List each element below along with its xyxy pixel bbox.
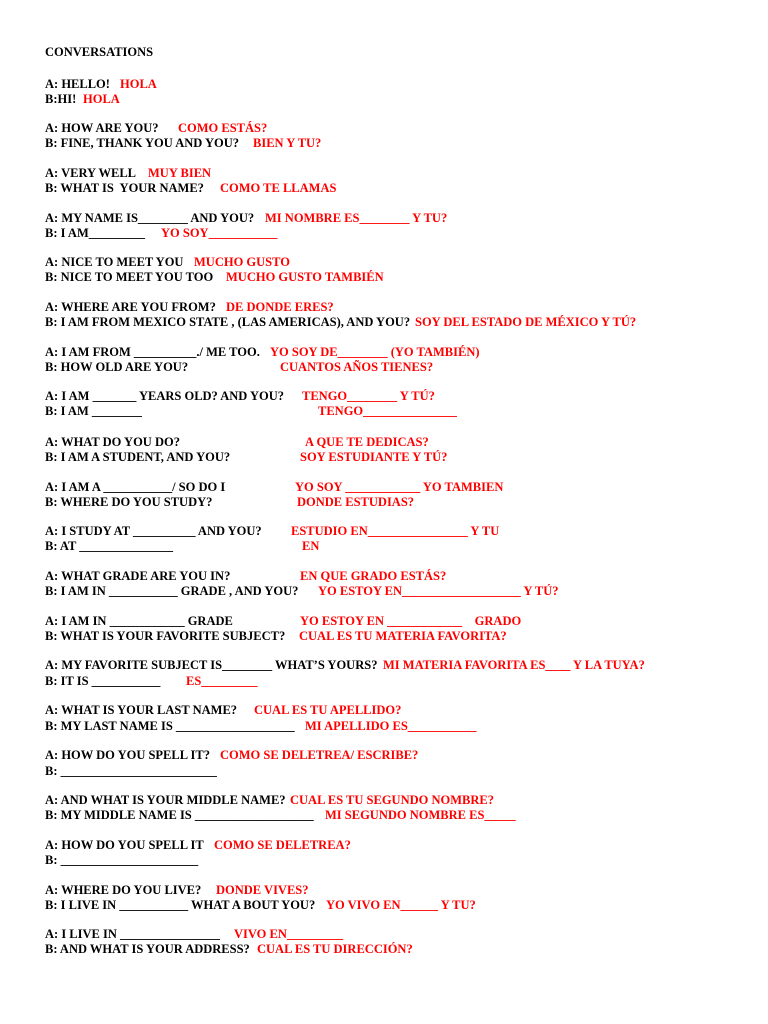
spanish-translation: TENGO_______________ [318, 404, 457, 418]
spanish-translation: MI SEGUNDO NOMBRE ES_____ [325, 808, 516, 822]
english-line: B: IT IS ___________ [45, 674, 161, 688]
spanish-translation: COMO SE DELETREA? [214, 838, 351, 852]
spanish-translation: CUAL ES TU APELLIDO? [254, 703, 402, 717]
spanish-translation: COMO TE LLAMAS [220, 181, 337, 195]
english-line: A: WHERE DO YOU LIVE? [45, 883, 202, 897]
english-line: A: WHAT IS YOUR LAST NAME? [45, 703, 238, 717]
spanish-translation: DONDE ESTUDIAS? [297, 495, 415, 509]
spanish-translation: COMO ESTÁS? [178, 121, 268, 135]
spanish-translation: YO ESTOY EN ____________ GRADO [300, 614, 522, 628]
english-line: B: WHAT IS YOUR NAME? [45, 181, 204, 195]
english-line: A: HELLO! [45, 77, 110, 91]
spanish-translation: ES_________ [186, 674, 258, 688]
page-title: CONVERSATIONS [45, 45, 154, 59]
spanish-translation: YO ESTOY EN___________________ Y TÚ? [318, 584, 559, 598]
spanish-translation: BIEN Y TU? [253, 136, 322, 150]
spanish-translation: MI APELLIDO ES___________ [305, 719, 477, 733]
english-line: A: MY NAME IS________ AND YOU? [45, 211, 255, 225]
english-line: B: HOW OLD ARE YOU? [45, 360, 189, 374]
spanish-translation: COMO SE DELETREA/ ESCRIBE? [220, 748, 419, 762]
spanish-translation: CUANTOS AÑOS TIENES? [280, 360, 434, 374]
english-line: B: WHERE DO YOU STUDY? [45, 495, 213, 509]
english-line: A: MY FAVORITE SUBJECT IS________ WHAT’S YOURS? [45, 658, 378, 672]
english-line: B: NICE TO MEET YOU TOO [45, 270, 214, 284]
english-line: A: I AM IN ____________ GRADE [45, 614, 233, 628]
spanish-translation: HOLA [83, 92, 120, 106]
english-line: A: VERY WELL [45, 166, 137, 180]
english-line: A: I STUDY AT __________ AND YOU? [45, 524, 262, 538]
spanish-translation: YO VIVO EN______ Y TU? [326, 898, 476, 912]
english-line: B: FINE, THANK YOU AND YOU? [45, 136, 239, 150]
english-line: B: ______________________ [45, 853, 199, 867]
spanish-translation: CUAL ES TU MATERIA FAVORITA? [299, 629, 507, 643]
english-line: A: I AM _______ YEARS OLD? AND YOU? [45, 389, 285, 403]
spanish-translation: SOY ESTUDIANTE Y TÚ? [300, 450, 448, 464]
english-line: B: MY MIDDLE NAME IS ___________________ [45, 808, 314, 822]
english-line: A: HOW ARE YOU? [45, 121, 159, 135]
english-line: A: WHERE ARE YOU FROM? [45, 300, 216, 314]
english-line: A: I AM FROM __________./ ME TOO. [45, 345, 260, 359]
spanish-translation: MUCHO GUSTO TAMBIÉN [226, 270, 384, 284]
english-line: A: WHAT GRADE ARE YOU IN? [45, 569, 231, 583]
english-line: B: I AM A STUDENT, AND YOU? [45, 450, 231, 464]
spanish-translation: VIVO EN_________ [234, 927, 344, 941]
spanish-translation: EN [302, 539, 320, 553]
spanish-translation: CUAL ES TU DIRECCIÓN? [257, 942, 413, 956]
english-line: B: _________________________ [45, 764, 217, 778]
english-line: B: I AM FROM MEXICO STATE , (LAS AMERICAS), AND YOU? [45, 315, 411, 329]
english-line: A: I AM A ___________/ SO DO I [45, 480, 226, 494]
english-line: A: HOW DO YOU SPELL IT [45, 838, 204, 852]
spanish-translation: MI NOMBRE ES________ Y TU? [265, 211, 448, 225]
english-line: A: AND WHAT IS YOUR MIDDLE NAME? [45, 793, 286, 807]
english-line: B: AND WHAT IS YOUR ADDRESS? [45, 942, 250, 956]
spanish-translation: CUAL ES TU SEGUNDO NOMBRE? [290, 793, 494, 807]
spanish-translation: DE DONDE ERES? [226, 300, 334, 314]
spanish-translation: YO SOY DE________ (YO TAMBIÉN) [270, 345, 480, 359]
spanish-translation: MI MATERIA FAVORITA ES____ Y LA TUYA? [383, 658, 645, 672]
spanish-translation: MUY BIEN [148, 166, 212, 180]
spanish-translation: YO SOY ____________ YO TAMBIEN [295, 480, 504, 494]
spanish-translation: HOLA [120, 77, 157, 91]
english-line: B: MY LAST NAME IS ___________________ [45, 719, 295, 733]
english-line: A: NICE TO MEET YOU [45, 255, 184, 269]
english-line: A: I LIVE IN ________________ [45, 927, 221, 941]
english-line: B: AT _______________ [45, 539, 174, 553]
english-line: B: I AM IN ___________ GRADE , AND YOU? [45, 584, 299, 598]
spanish-translation: DONDE VIVES? [216, 883, 309, 897]
english-line: B:HI! [45, 92, 77, 106]
spanish-translation: SOY DEL ESTADO DE MÉXICO Y TÚ? [415, 315, 637, 329]
english-line: A: HOW DO YOU SPELL IT? [45, 748, 210, 762]
english-line: B: I AM_________ [45, 226, 145, 240]
spanish-translation: TENGO________ Y TÚ? [302, 389, 435, 403]
spanish-translation: YO SOY___________ [161, 226, 278, 240]
spanish-translation: A QUE TE DEDICAS? [305, 435, 429, 449]
english-line: B: I LIVE IN ___________ WHAT A BOUT YOU? [45, 898, 316, 912]
spanish-translation: ESTUDIO EN________________ Y TU [291, 524, 500, 538]
spanish-translation: MUCHO GUSTO [194, 255, 290, 269]
spanish-translation: EN QUE GRADO ESTÁS? [300, 569, 447, 583]
english-line: B: WHAT IS YOUR FAVORITE SUBJECT? [45, 629, 286, 643]
english-line: A: WHAT DO YOU DO? [45, 435, 180, 449]
english-line: B: I AM ________ [45, 404, 142, 418]
